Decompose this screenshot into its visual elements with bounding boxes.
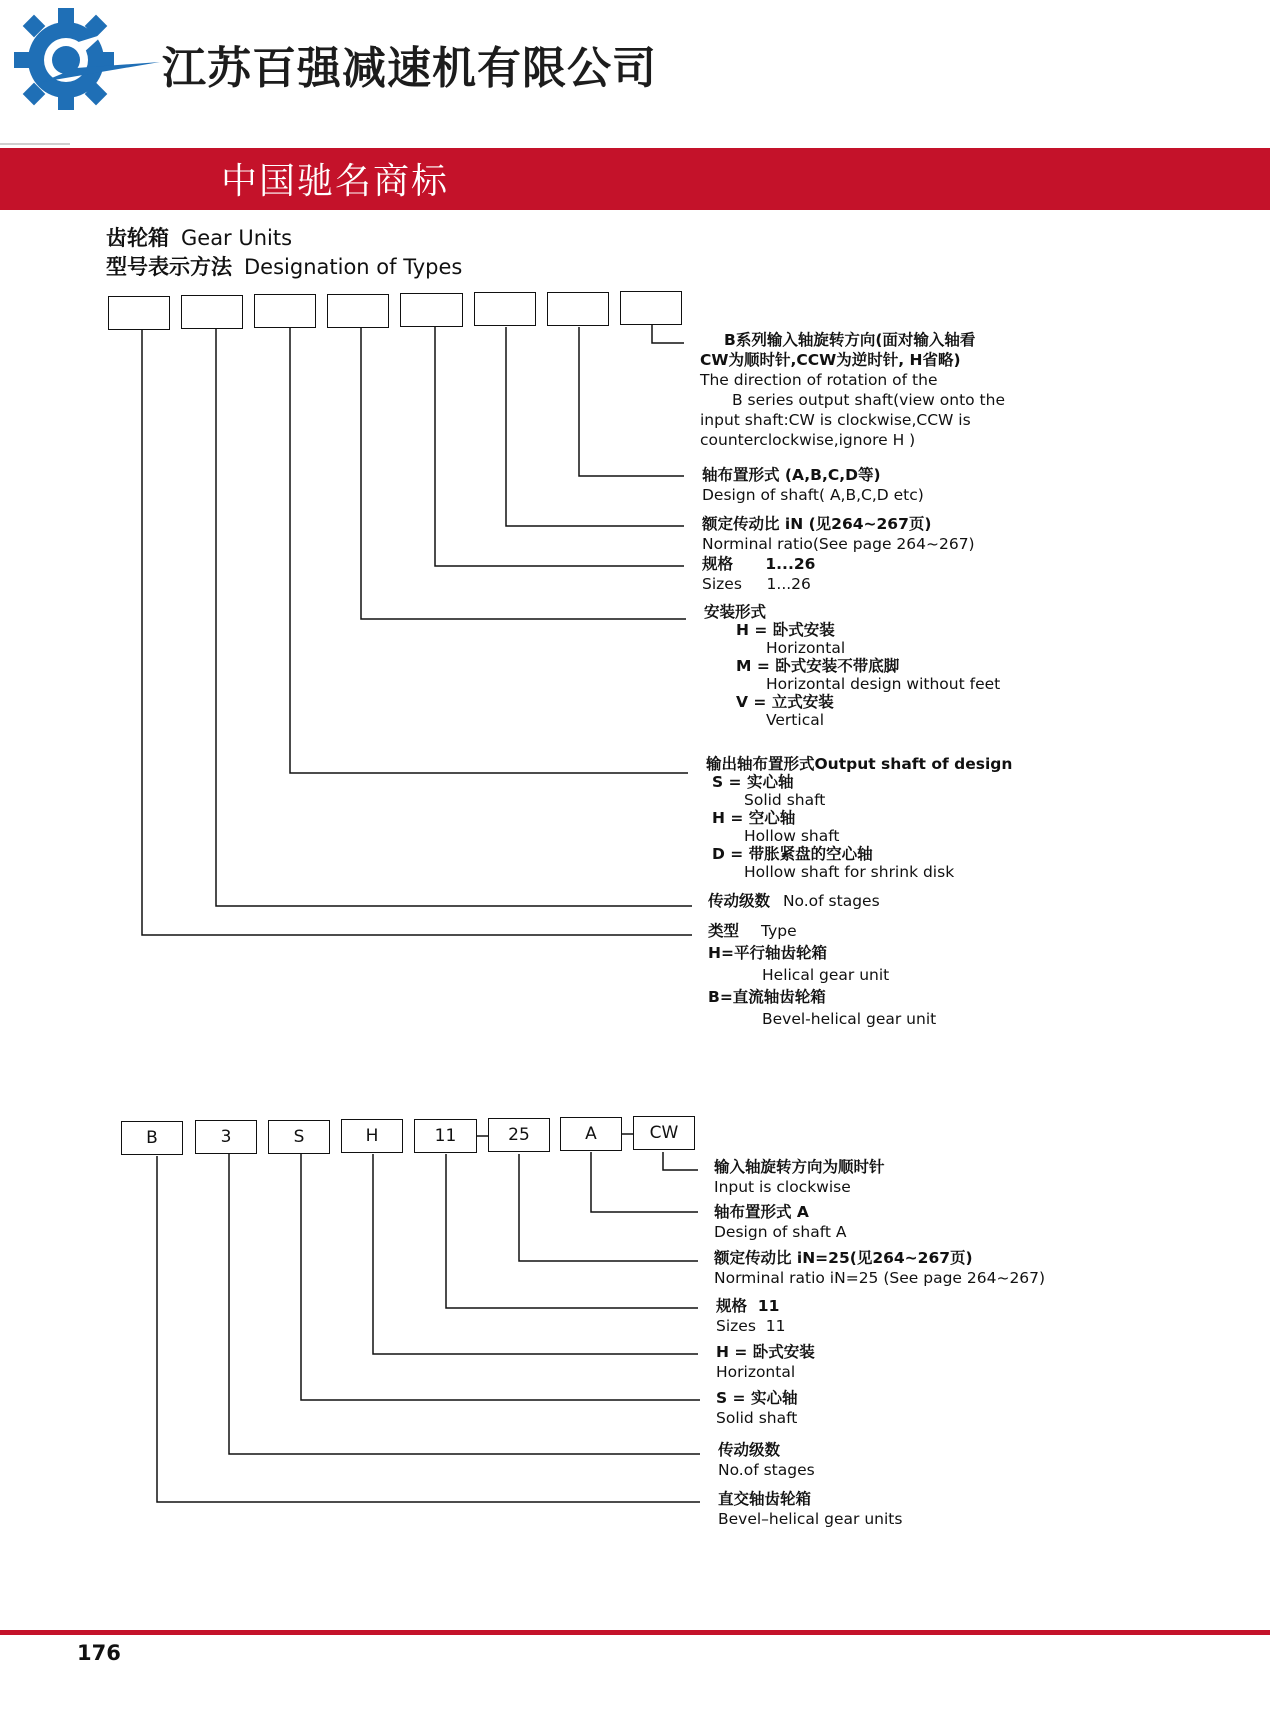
example-mount-cn: H = 卧式安装 bbox=[716, 1343, 815, 1361]
leader-ex-shaft bbox=[591, 1152, 698, 1212]
legend-output-h-cn: H = 空心轴 bbox=[712, 809, 796, 827]
section-subtitle-en: Designation of Types bbox=[244, 255, 463, 279]
leader-ex-stages bbox=[229, 1154, 700, 1454]
leader-type bbox=[142, 330, 692, 935]
legend-mounting-m-cn: M = 卧式安装不带底脚 bbox=[736, 657, 900, 675]
example-type bbox=[718, 1489, 902, 1529]
example-sizes-cn: 规格 11 bbox=[716, 1297, 780, 1315]
legend-output-h-en: Hollow shaft bbox=[744, 827, 840, 845]
section-title-en: Gear Units bbox=[181, 226, 293, 250]
legend-mounting-title: 安装形式 bbox=[704, 603, 767, 621]
example-box-mounting: H bbox=[341, 1119, 403, 1153]
legend-shaft-design-cn: 轴布置形式 (A,B,C,D等) bbox=[702, 466, 881, 484]
legend-mounting-v-en: Vertical bbox=[766, 711, 825, 729]
leader-ratio bbox=[506, 327, 684, 526]
banner-text: 中国驰名商标 bbox=[221, 161, 450, 202]
legend-type-h-cn: H=平行轴齿轮箱 bbox=[708, 944, 827, 962]
example-rotation-cn: 输入轴旋转方向为顺时针 bbox=[714, 1158, 885, 1176]
legend-sizes-en: Sizes 1...26 bbox=[702, 575, 811, 593]
legend-rotation-en2: B series output shaft(view onto the bbox=[732, 391, 1005, 409]
leader-ex-shaft-type bbox=[301, 1154, 700, 1400]
example-rotation-en: Input is clockwise bbox=[714, 1178, 851, 1196]
example-box-ratio: 25 bbox=[488, 1118, 550, 1152]
leader-ex-mount bbox=[373, 1154, 698, 1354]
example-sizes-en: Sizes 11 bbox=[716, 1317, 786, 1335]
example-stages bbox=[718, 1440, 815, 1480]
example-shaft-type-en: Solid shaft bbox=[716, 1409, 798, 1427]
leader-mounting bbox=[361, 327, 686, 619]
legend-shaft-design-en: Design of shaft( A,B,C,D etc) bbox=[702, 486, 924, 504]
example-box-output-shaft: S bbox=[268, 1120, 330, 1154]
legend-rotation-en3: input shaft:CW is clockwise,CCW is bbox=[700, 411, 971, 429]
page-number: 176 bbox=[77, 1641, 121, 1665]
leader-ex-rotation bbox=[663, 1152, 698, 1170]
code-box-ratio bbox=[474, 292, 536, 326]
example-ratio bbox=[714, 1248, 1045, 1288]
legend-output-title: 输出轴布置形式Output shaft of design bbox=[706, 755, 1013, 773]
legend-rotation-en4: counterclockwise,ignore H ) bbox=[700, 431, 916, 449]
legend-shaft-design bbox=[702, 465, 924, 505]
legend-ratio-en: Norminal ratio(See page 264~267) bbox=[702, 535, 975, 553]
code-box-type bbox=[108, 296, 170, 330]
example-type-cn: 直交轴齿轮箱 bbox=[718, 1490, 812, 1508]
code-box-shaft-design bbox=[547, 292, 609, 326]
legend-output bbox=[706, 755, 1012, 881]
example-rotation bbox=[714, 1157, 885, 1197]
legend-ratio bbox=[702, 514, 975, 554]
legend-rotation-cn2: CW为顺时针,CCW为逆时针, H省略) bbox=[700, 351, 961, 369]
legend-type-b-en: Bevel-helical gear unit bbox=[762, 1010, 937, 1028]
legend-output-s-cn: S = 实心轴 bbox=[712, 773, 794, 791]
example-stages-cn: 传动级数 bbox=[718, 1441, 781, 1459]
leader-shaft-design bbox=[579, 327, 684, 476]
leader-sizes bbox=[435, 327, 684, 566]
example-shaft-type-cn: S = 实心轴 bbox=[716, 1389, 798, 1407]
legend-mounting-h-cn: H = 卧式安装 bbox=[736, 621, 835, 639]
example-box-type: B bbox=[121, 1121, 183, 1155]
leader-stages bbox=[216, 327, 692, 906]
legend-mounting bbox=[704, 603, 1000, 729]
example-sizes bbox=[716, 1296, 785, 1336]
leader-ex-type bbox=[157, 1156, 700, 1502]
leader-ex-sizes bbox=[446, 1154, 698, 1308]
leader-rotation bbox=[652, 323, 684, 343]
example-shaft-en: Design of shaft A bbox=[714, 1223, 847, 1241]
section-subtitle-cn: 型号表示方法 bbox=[106, 255, 232, 279]
example-ratio-cn: 额定传动比 iN=25(见264~267页) bbox=[714, 1249, 973, 1267]
legend-ratio-cn: 额定传动比 iN (见264~267页) bbox=[702, 515, 932, 533]
example-mount-en: Horizontal bbox=[716, 1363, 796, 1381]
legend-sizes-cn: 规格 1...26 bbox=[702, 555, 816, 573]
example-box-stages: 3 bbox=[195, 1120, 257, 1154]
section-title-cn: 齿轮箱 bbox=[106, 226, 169, 250]
example-stages-en: No.of stages bbox=[718, 1461, 815, 1479]
legend-stages bbox=[708, 891, 880, 911]
legend-stages-en: No.of stages bbox=[782, 892, 880, 910]
example-box-shaft-design: A bbox=[560, 1117, 622, 1151]
example-ratio-en: Norminal ratio iN=25 (See page 264~267) bbox=[714, 1269, 1046, 1287]
leader-output bbox=[290, 327, 688, 773]
example-shaft bbox=[714, 1202, 847, 1242]
example-shaft-type bbox=[716, 1388, 797, 1428]
example-type-en: Bevel–helical gear units bbox=[718, 1510, 903, 1528]
legend-type-h-en: Helical gear unit bbox=[762, 966, 890, 984]
code-box-mounting bbox=[327, 294, 389, 328]
legend-stages-cn: 传动级数 bbox=[708, 892, 771, 910]
legend-output-s-en: Solid shaft bbox=[744, 791, 826, 809]
code-box-stages bbox=[181, 295, 243, 329]
code-box-rotation bbox=[620, 291, 682, 325]
example-mount bbox=[716, 1342, 815, 1382]
example-box-size: 11 bbox=[414, 1119, 477, 1153]
legend-type-en: Type bbox=[761, 922, 797, 940]
legend-output-d-en: Hollow shaft for shrink disk bbox=[744, 863, 955, 881]
legend-rotation-en1: The direction of rotation of the bbox=[700, 371, 938, 389]
example-shaft-cn: 轴布置形式 A bbox=[714, 1203, 809, 1221]
legend-rotation-cn1: B系列输入轴旋转方向(面对输入轴看 bbox=[724, 331, 976, 349]
example-box-rotation: CW bbox=[633, 1116, 695, 1150]
legend-mounting-m-en: Horizontal design without feet bbox=[766, 675, 1001, 693]
code-box-size bbox=[400, 293, 463, 327]
legend-type bbox=[708, 920, 936, 1030]
legend-rotation bbox=[700, 330, 1005, 450]
legend-mounting-h-en: Horizontal bbox=[766, 639, 846, 657]
legend-type-cn: 类型 bbox=[708, 922, 740, 940]
company-name: 江苏百强减速机有限公司 bbox=[162, 43, 657, 94]
legend-sizes bbox=[702, 554, 815, 594]
legend-output-d-cn: D = 带胀紧盘的空心轴 bbox=[712, 845, 873, 863]
legend-mounting-v-cn: V = 立式安装 bbox=[736, 693, 834, 711]
footer-rule bbox=[0, 1630, 1270, 1635]
legend-type-b-cn: B=直流轴齿轮箱 bbox=[708, 988, 826, 1006]
code-box-output-shaft bbox=[254, 294, 316, 328]
